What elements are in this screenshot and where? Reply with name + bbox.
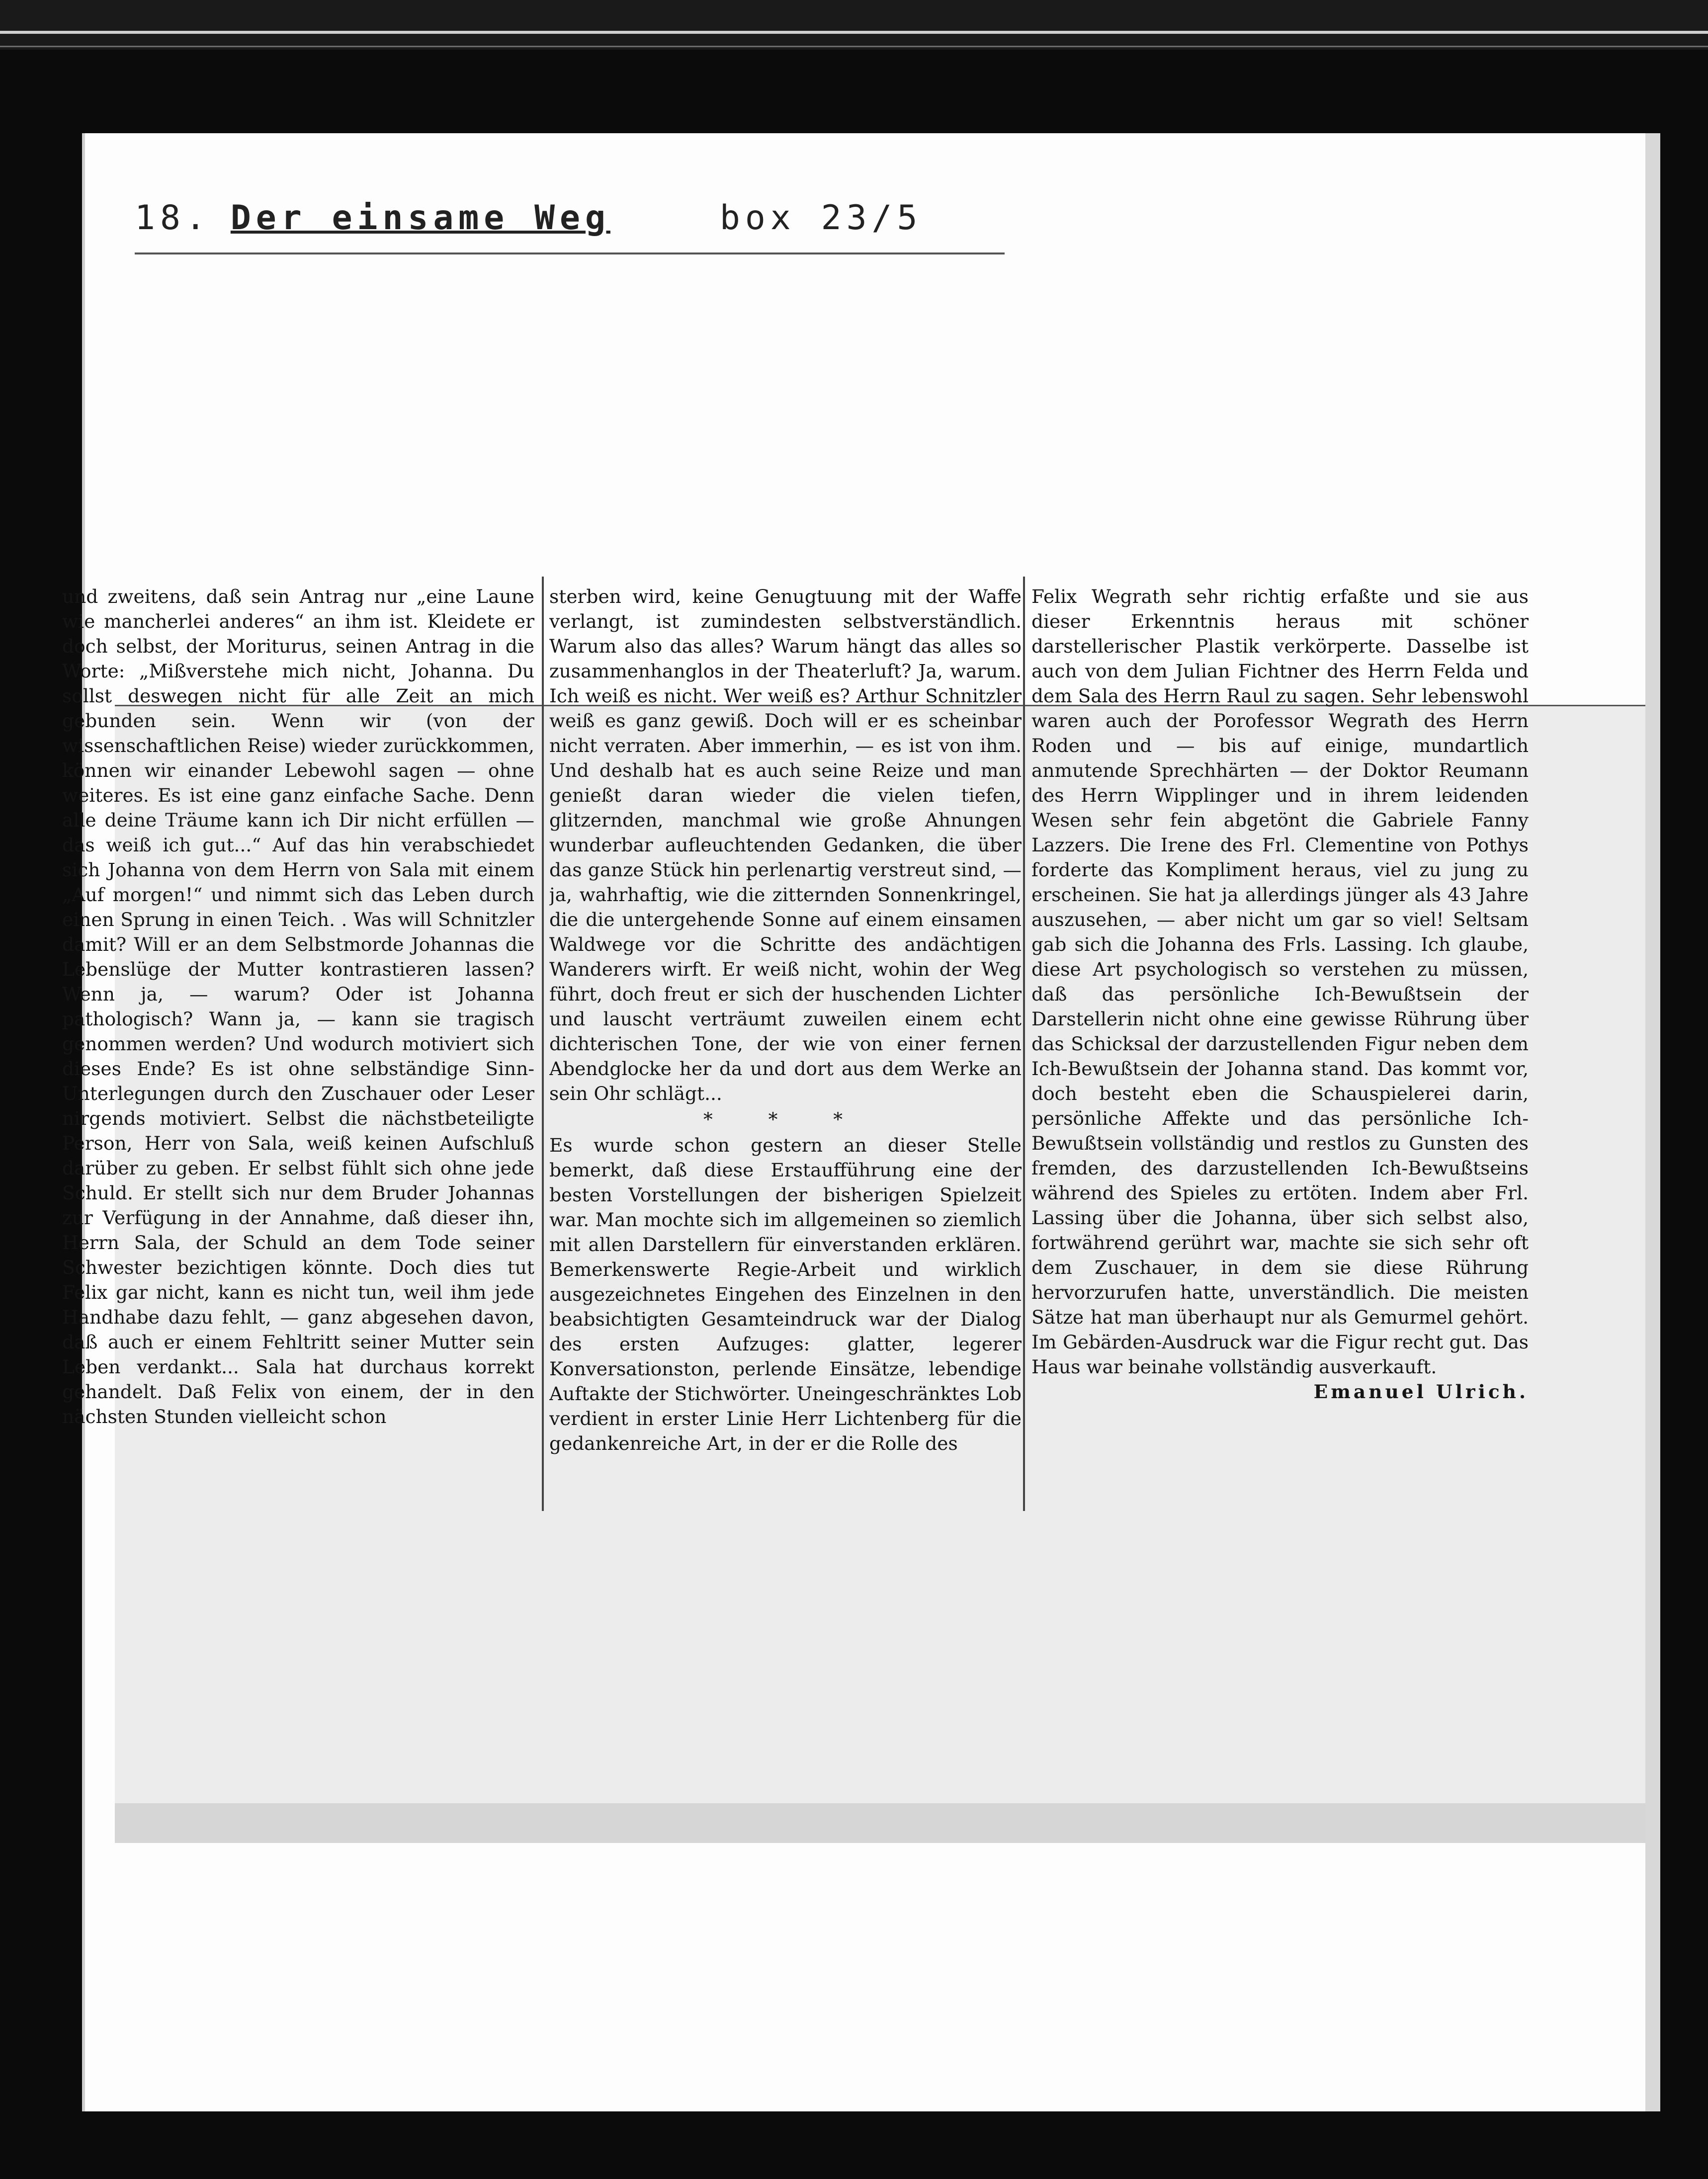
film-frame-rule — [0, 31, 1708, 34]
film-frame-rule-lower — [0, 46, 1708, 47]
box-reference: box 23/5 — [719, 198, 923, 238]
column-divider — [1023, 577, 1025, 1511]
column-divider — [542, 577, 544, 1511]
section-separator: * * * — [703, 1108, 868, 1130]
article-paragraph: und zweitens, daß sein Antrag nur „eine Laune wie mancherlei anderes“ an ihm ist. Kleidete er doch selbst, der Moriturus, seinen Antrag in die Worte: „Mißverstehe mich nicht, Johanna. Du sollst deswegen nicht für alle Zeit an mich gebunden sein. Wenn wir (von der wissenschaftlichen Reise) wieder zurückkommen, können wir einander Lebewohl sagen — ohne weiteres. Es ist eine ganz einfache Sache. Denn alle deine Träume kann ich Dir nicht erfüllen — das weiß ich gut...“ Auf das hin verabschiedet sich Johanna von dem Herrn von Sala mit einem „Auf morgen!“ und nimmt sich das Leben durch einen Sprung in einen Teich. . Was will Schnitzler damit? Will er an dem Selbstmorde Johannas die Lebenslüge der Mutter kontrastieren lassen? Wenn ja, — warum? Oder ist Johanna pathologisch? Wann ja, — kann sie tragisch genommen werden? Und wodurch motiviert sich dieses Ende? Es ist ohne selbständige Sinn-Unterlegungen durch den Zuschauer oder Leser nirgends motiviert. Selbst die nächstbeteiligte Person, Herr von Sala, weiß keinen Aufschluß darüber zu geben. Er selbst fühlt sich ohne jede Schuld. Er stellt sich nur dem Bruder Johannas zur Verfügung in der Annahme, daß dieser ihn, Herrn Sala, der Schuld an dem Tode seiner Schwester bezichtigen könnte. Doch dies tut Felix gar nicht, kann es nicht tun, weil ihm jede Handhabe dazu fehlt, — ganz abgesehen davon, daß auch er einem Fehltritt seiner Mutter sein Leben verdankt... Sala hat durchaus korrekt gehandelt. Daß Felix von einem, der in den nächsten Stunden vielleicht schon — [62, 586, 534, 1427]
play-title: Der einsame Weg — [230, 198, 610, 238]
sheet-header — [135, 183, 1005, 254]
article-paragraph: sterben wird, keine Genugtuung mit der Waffe verlangt, ist zumindesten selbstverständlich. Warum also das alles? Warum hängt das alles so zusammenhanglos in der Theaterluft? Ja, warum. Ich weiß es nicht. Wer weiß es? Arthur Schnitzler weiß es ganz gewiß. Doch will er es scheinbar nicht verraten. Aber immerhin, — es ist von ihm. Und deshalb hat es auch seine Reize und man genießt daran wieder die vielen tiefen, glitzernden, manchmal wie große Ahnungen wunderbar aufleuchtenden Gedanken, die über das ganze Stück hin perlenartig verstreut sind, — ja, wahrhaftig, wie die zitternden Sonnenkringel, die die untergehende Sonne auf einem einsamen Waldwege vor die Schritte des andächtigen Wanderers wirft. Er weiß nicht, wohin der Weg führt, doch freut er sich der huschenden Lichter und lauscht verträumt zuweilen einem echt dichterischen Tone, der wie von einer fernen Abendglocke her da und dort aus dem Werke an sein Ohr schlägt... — [549, 586, 1022, 1104]
film-frame-top — [0, 0, 1708, 50]
clipping-mount-edge — [115, 1803, 1646, 1843]
article-column-2 — [549, 584, 1022, 1504]
article-paragraph: Felix Wegrath sehr richtig erfaßte und sie aus dieser Erkenntnis heraus mit schöner darstellerischer Plastik verkörperte. Dasselbe ist auch von dem Julian Fichtner des Herrn Felda und dem Sala des Herrn Raul zu sagen. Sehr lebenswohl waren auch der Porofessor Wegrath des Herrn Roden und — bis auf einige, mundartlich anmutende Sprechhärten — der Doktor Reumann des Herrn Wipplinger und in ihrem leidenden Wesen sehr fein abgetönt die Gabriele Fanny Lazzers. Die Irene des Frl. Clementine von Pothys forderte das Kompliment heraus, viel zu jung zu erscheinen. Sie hat ja allerdings jünger als 43 Jahre auszusehen, — aber nicht um gar so viel! Seltsam gab sich die Johanna des Frls. Lassing. Ich glaube, diese Art psychologisch so verstehen zu müssen, daß das persönliche Ich-Bewußtsein der Darstellerin nicht ohne eine gewisse Rührung über das Schicksal der darzustellenden Figur neben dem Ich-Bewußtsein der Johanna stand. Das kommt vor, doch besteht eben die Schauspielerei darin, persönliche Affekte und das persönliche Ich-Bewußtsein vollständig und restlos zu Gunsten des fremden, des darzustellenden Ich-Bewußtseins während des Spieles zu ertöten. Indem aber Frl. Lassing über die Johanna, über sich selbst also, fortwährend gerührt war, machte sie sich sehr oft dem Zuschauer, in dem sie diese Rührung hervorzurufen hatte, unverständlich. Die meisten Sätze hat man überhaupt nur als Gemurmel gehört. Im Gebärden-Ausdruck war die Figur recht gut. Das Haus war beinahe vollständig ausverkauft. — [1031, 586, 1529, 1378]
item-number: 18. — [135, 198, 211, 238]
article-column-3 — [1031, 584, 1529, 1504]
sheet-edge-shadow — [1645, 133, 1660, 2111]
article-paragraph: Es wurde schon gestern an dieser Stelle bemerkt, daß diese Erstaufführung eine der besten Vorstellungen der bisherigen Spielzeit war. Man mochte sich im allgemeinen so ziemlich mit allen Darstellern für einverstanden erklären. Bemerkenswerte Regie-Arbeit und wirklich ausgezeichnetes Eingehen des Einzelnen in den beabsichtigten Gesamteindruck war der Dialog des ersten Aufzuges: glatter, legerer Konversationston, perlende Einsätze, lebendige Auftakte der Stichwörter. Uneingeschränktes Lob verdient in erster Linie Herr Lichtenberg für die gedankenreiche Art, in der er die Rolle des — [549, 1134, 1022, 1454]
author-signature: Emanuel Ulrich. — [1313, 1381, 1529, 1403]
article-column-1 — [62, 584, 534, 1504]
